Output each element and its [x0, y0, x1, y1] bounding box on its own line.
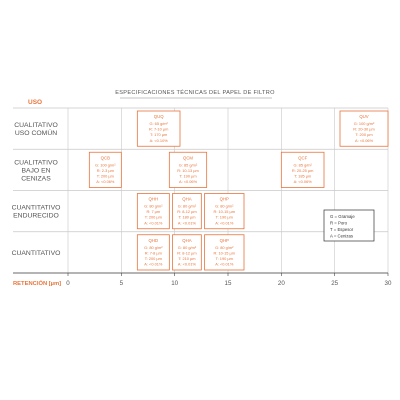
product-spec-line: G: 100 g/m² [95, 162, 116, 168]
row-header-label: USO [28, 99, 43, 106]
product-spec-line: G: 100 g/m² [353, 121, 375, 126]
x-tick-label: 25 [331, 280, 339, 287]
row-label-line: CUANTITATIVO [11, 249, 61, 257]
product-spec-line: A: <0.10% [149, 137, 168, 143]
product-spec-line: A: <0.01% [215, 220, 234, 226]
product-box-qha [173, 194, 202, 229]
row-label [12, 205, 61, 220]
row-label-line: CUANTITATIVO [11, 204, 61, 212]
product-name: QUV [359, 114, 369, 119]
product-box-qcf [281, 152, 324, 187]
product-spec-line: A: <0.06% [96, 179, 115, 185]
row-label [14, 159, 58, 182]
product-spec-line: A: <0.01% [144, 220, 163, 226]
product-spec-line: G: 85 g/m² [293, 162, 312, 168]
product-spec-line: R: 20-25 µm [291, 167, 314, 173]
product-spec-line: T: 210 µm [178, 255, 196, 261]
chart-title: ESPECIFICACIONES TÉCNICAS DEL PAPEL DE FILTRO [115, 90, 275, 96]
product-spec-line: G: 80 g/m² [144, 203, 163, 209]
product-box-qcb [89, 152, 121, 187]
product-spec-line: R: 7-8 µm [144, 250, 162, 256]
product-spec-line: T: 200 µm [144, 214, 162, 220]
product-spec-line: T: 190 µm [215, 214, 233, 220]
product-spec-line: R: 10-13 µm [177, 167, 199, 173]
product-spec-line: A: <0.01% [177, 261, 196, 267]
product-spec-line: A: <0.01% [215, 261, 234, 267]
x-tick-label: 0 [66, 280, 70, 287]
x-tick-label: 20 [277, 280, 285, 287]
product-name: QUQ [153, 114, 164, 119]
row-label-line: CUALITATIVO [14, 122, 58, 130]
product-spec-line: R: 10-15 µm [213, 250, 236, 256]
legend-entry: R = Poro [330, 220, 348, 226]
x-tick-label: 5 [119, 280, 124, 287]
product-spec-line: G: 80 g/m² [144, 244, 163, 250]
product-name: QHH [148, 196, 159, 202]
x-tick-label: 30 [384, 280, 392, 287]
product-spec-line: R: 8-12 µm [177, 250, 197, 256]
product-spec-line: T: 200 µm [144, 255, 162, 261]
product-spec-line: A: <0.06% [293, 179, 312, 185]
product-spec-line: T: 185 µm [294, 173, 312, 179]
product-name: QCM [182, 155, 194, 161]
product-spec-line: R: 10-15 µm [213, 209, 236, 215]
product-spec-line: T: 180 µm [178, 214, 196, 220]
product-box-quq [137, 111, 180, 146]
product-spec-line: G: 85 g/m² [178, 162, 198, 168]
product-spec-line: T: 170 µm [150, 132, 168, 138]
legend-entry: G = Gramaje [330, 214, 355, 219]
product-spec-line: T: 190 µm [215, 255, 233, 261]
product-spec-line: R: 7-10 µm [149, 126, 169, 132]
product-name: QHP [219, 196, 229, 202]
product-spec-line: T: 200 µm [355, 132, 373, 138]
product-spec-line: G: 80 g/m² [177, 203, 197, 209]
product-box-qcm [169, 152, 206, 187]
product-spec-line: R: 2-3 µm [96, 167, 114, 173]
product-spec-line: A: <0.06% [354, 137, 374, 143]
row-label-line: ENDURECIDO [13, 212, 59, 220]
product-spec-line: G: 80 g/m² [177, 244, 197, 250]
legend-entry: A = Cenizas [330, 233, 354, 239]
row-label-line: USO COMÚN [14, 130, 58, 138]
product-box-qhd [137, 235, 169, 270]
product-spec-line: R: 7 µm [146, 209, 161, 215]
product-box-qha [173, 235, 202, 270]
product-box-qhp [205, 194, 244, 229]
row-label [12, 250, 61, 257]
product-spec-line: T: 200 µm [96, 173, 114, 179]
product-spec-line: A: <0.01% [144, 261, 163, 267]
x-axis-title: RETENCIÓN [µm] [13, 281, 62, 287]
product-box-qhh [137, 194, 169, 229]
row-label [14, 122, 58, 137]
product-spec-line: T: 190 µm [179, 173, 197, 179]
row-label-line: CENIZAS [21, 175, 51, 183]
product-name: QCB [100, 155, 110, 161]
product-name: QHD [148, 237, 159, 243]
x-tick-label: 10 [171, 280, 179, 287]
row-label-line: CUALITATIVO [14, 159, 58, 167]
product-spec-line: R: 8-12 µm [177, 209, 197, 215]
product-name: QHA [182, 237, 192, 243]
product-spec-line: A: <0.06% [178, 179, 198, 185]
legend-entry: T = Espesor [330, 227, 354, 232]
product-spec-line: G: 65 g/m² [149, 121, 168, 126]
x-tick-label: 15 [224, 280, 232, 287]
product-spec-line: R: 20-30 µm [353, 126, 375, 132]
product-box-quv [340, 111, 388, 146]
product-spec-line: G: 80 g/m² [215, 244, 234, 250]
row-label-line: BAJO EN [21, 167, 51, 175]
product-spec-line: A: <0.01% [177, 220, 196, 226]
product-name: QHP [219, 237, 229, 243]
product-name: QHA [182, 196, 192, 202]
product-box-qhp [205, 235, 244, 270]
product-spec-line: G: 80 g/m² [215, 203, 234, 209]
product-name: QCF [298, 155, 308, 161]
